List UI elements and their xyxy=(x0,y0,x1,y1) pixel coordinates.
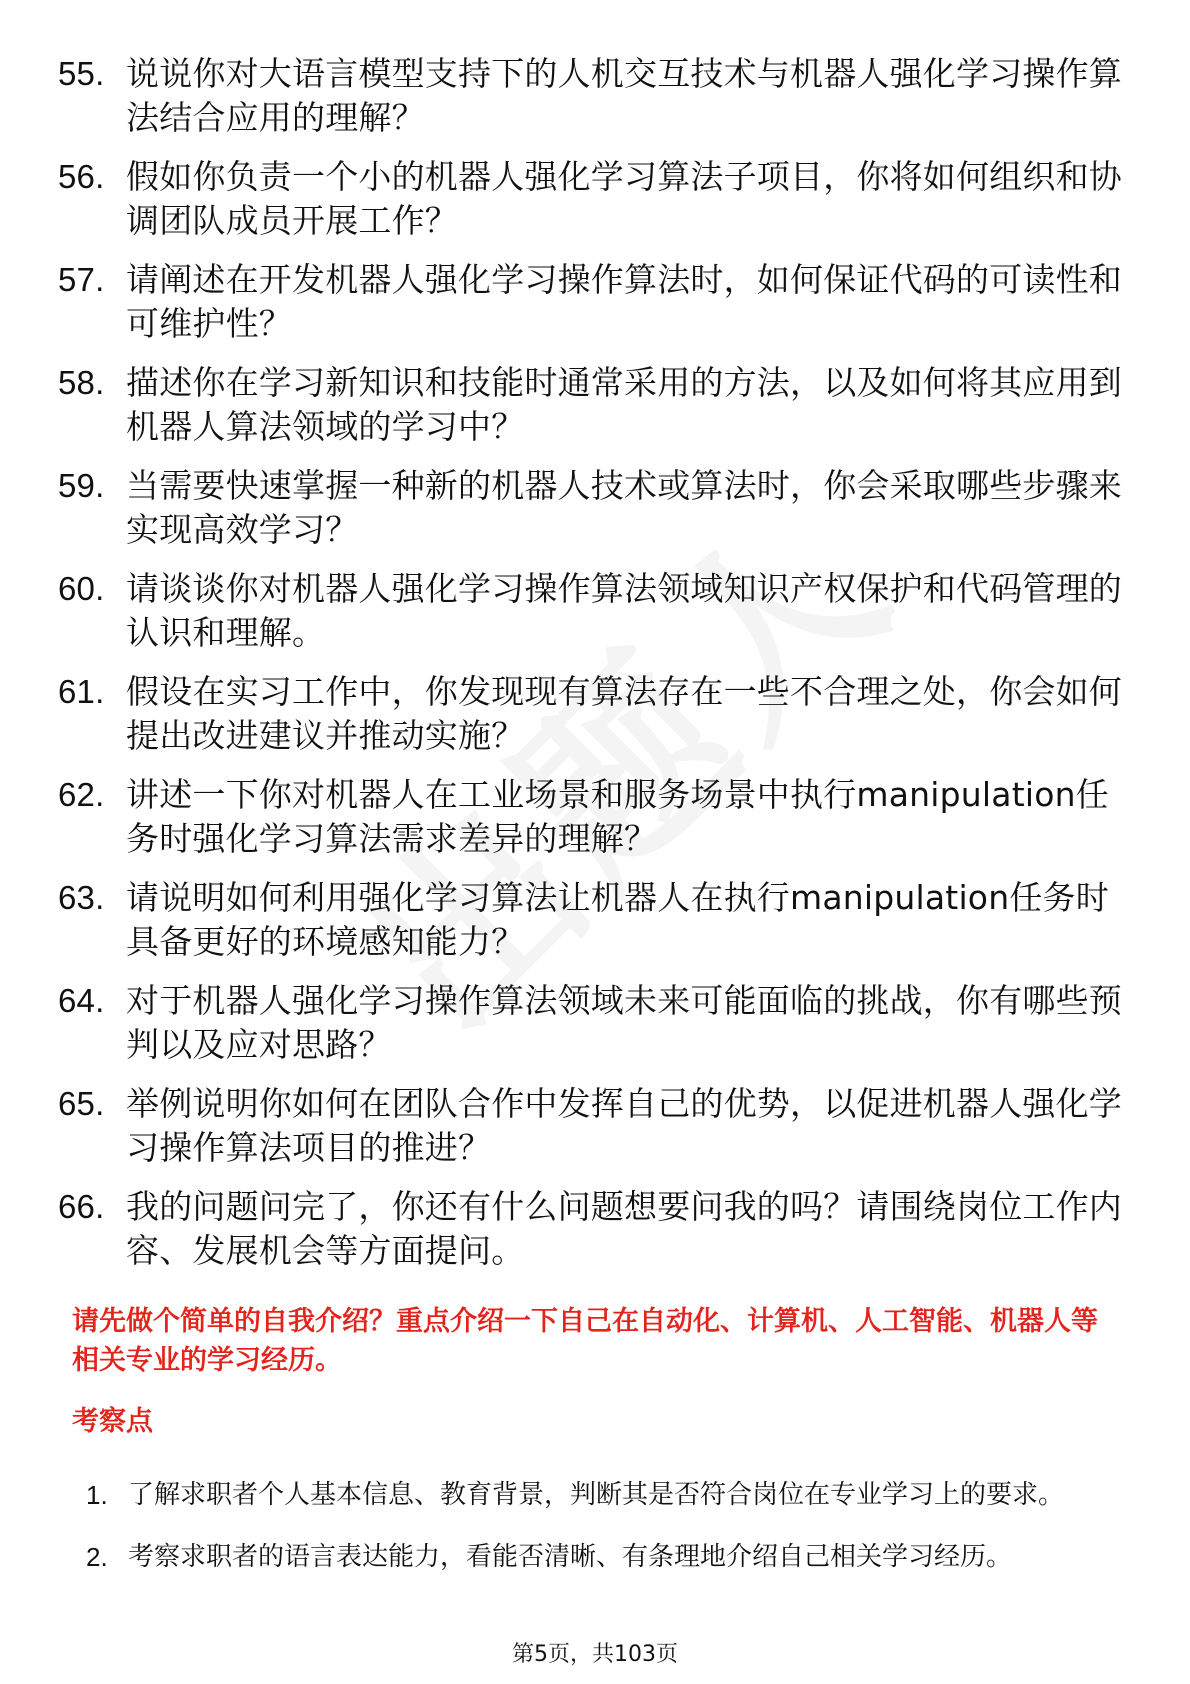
question-item xyxy=(58,670,1128,758)
question-number: 62. xyxy=(58,776,105,813)
question-text: 说说你对大语言模型支持下的人机交互技术与机器人强化学习操作算法结合应用的理解？ xyxy=(126,54,1122,137)
check-point-number: 2. xyxy=(86,1542,108,1572)
question-number: 63. xyxy=(58,879,105,916)
page-footer: 第5页，共103页 xyxy=(512,1642,678,1667)
question-item xyxy=(58,52,1128,140)
question-text: 当需要快速掌握一种新的机器人技术或算法时，你会采取哪些步骤来实现高效学习？ xyxy=(126,466,1122,549)
question-text: 举例说明你如何在团队合作中发挥自己的优势，以促进机器人强化学习操作算法项目的推进？ xyxy=(126,1084,1122,1167)
check-point-text: 考察求职者的语言表达能力，看能否清晰、有条理地介绍自己相关学习经历。 xyxy=(128,1542,1013,1572)
check-point-item xyxy=(86,1528,1126,1586)
question-text: 请说明如何利用强化学习算法让机器人在执行manipulation任务时具备更好的环境感知能力？ xyxy=(126,878,1109,961)
question-text: 讲述一下你对机器人在工业场景和服务场景中执行manipulation任务时强化学习算法需求差异的理解？ xyxy=(126,775,1109,858)
question-item xyxy=(58,258,1128,346)
check-point-item xyxy=(86,1466,1126,1524)
check-point-text: 了解求职者个人基本信息、教育背景，判断其是否符合岗位在专业学习上的要求。 xyxy=(128,1480,1065,1510)
question-list xyxy=(58,52,1128,1288)
question-text: 请阐述在开发机器人强化学习操作算法时，如何保证代码的可读性和可维护性？ xyxy=(126,260,1122,343)
question-text: 请谈谈你对机器人强化学习操作算法领域知识产权保护和代码管理的认识和理解。 xyxy=(126,569,1122,652)
question-number: 59. xyxy=(58,467,105,504)
question-number: 57. xyxy=(58,261,105,298)
question-item xyxy=(58,876,1128,964)
question-item xyxy=(58,155,1128,243)
check-point-number: 1. xyxy=(86,1480,108,1510)
question-number: 56. xyxy=(58,158,105,195)
question-text: 假如你负责一个小的机器人强化学习算法子项目，你将如何组织和协调团队成员开展工作？ xyxy=(126,157,1122,240)
question-item xyxy=(58,1185,1128,1273)
question-number: 64. xyxy=(58,982,105,1019)
check-points-list xyxy=(86,1466,1126,1590)
question-number: 55. xyxy=(58,55,105,92)
question-item xyxy=(58,464,1128,552)
section-heading: 请先做个简单的自我介绍？重点介绍一下自己在自动化、计算机、人工智能、机器人等相关专业的学习经历。 xyxy=(72,1306,1098,1376)
question-item xyxy=(58,1082,1128,1170)
question-text: 描述你在学习新知识和技能时通常采用的方法，以及如何将其应用到机器人算法领域的学习中？ xyxy=(126,363,1122,446)
question-item xyxy=(58,361,1128,449)
question-number: 65. xyxy=(58,1085,105,1122)
question-number: 60. xyxy=(58,570,105,607)
question-text: 假设在实习工作中，你发现现有算法存在一些不合理之处，你会如何提出改进建议并推动实施？ xyxy=(126,672,1122,755)
question-text: 我的问题问完了，你还有什么问题想要问我的吗？请围绕岗位工作内容、发展机会等方面提问。 xyxy=(126,1187,1122,1270)
question-number: 58. xyxy=(58,364,105,401)
question-item xyxy=(58,979,1128,1067)
question-item xyxy=(58,567,1128,655)
check-points-label: 考察点 xyxy=(72,1406,153,1437)
question-text: 对于机器人强化学习操作算法领域未来可能面临的挑战，你有哪些预判以及应对思路？ xyxy=(126,981,1122,1064)
question-item xyxy=(58,773,1128,861)
question-number: 61. xyxy=(58,673,105,710)
question-number: 66. xyxy=(58,1188,105,1225)
